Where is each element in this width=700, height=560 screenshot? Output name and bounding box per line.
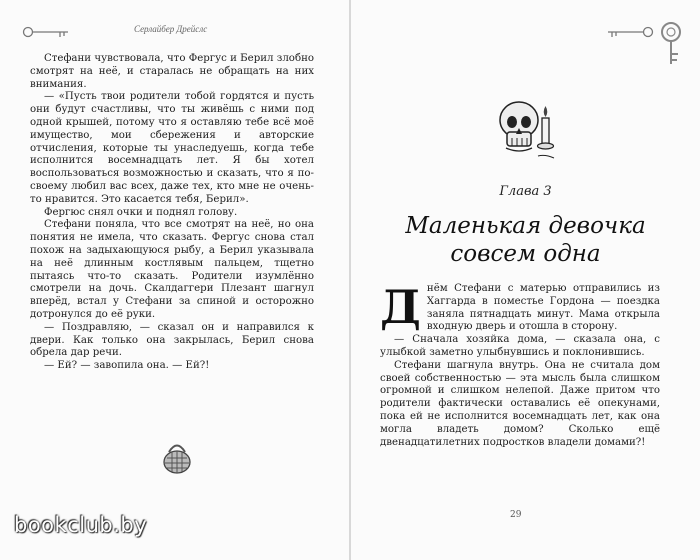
paragraph: Фергюс снял очки и поднял голову.	[44, 206, 238, 218]
paragraph: — «Пусть твои родители тобой гордятся и пусть они будут счастливы, что ты живёшь с ними под одной крышей, потому что я оставляю тебе всё моё имущество, мои сбережения и авторские отчисления, которые ты унаследуешь, когда тебе исполнится восемнадцать лет. Я бы хотел воспользоваться возможностью и сказать, что я по-своему любил вас всех, даже тех, кто мне не очень-то нравится. Это касается тебя, Берил».	[30, 91, 314, 205]
basket-ornament-icon	[160, 438, 194, 476]
paragraph: Стефани чувствовала, что Фергус и Берил злобно смотрят на неё, и старалась не обращать на них внимания.	[30, 53, 314, 90]
paragraph: Стефани шагнула внутрь. Она не считала дом своей собственностью — эта мысль была слишком огромной и слишком нелепой. Даже притом что родители фактически оставались её опекунами, пока ей не исполнится восемнадцать лет, как она могла владеть домом? Сколько ещё двенадцатилетних подростков владели домами?!	[380, 359, 660, 448]
skeleton-key-icon	[654, 20, 688, 68]
chapter-title-line: Маленькая девочка	[405, 213, 646, 239]
chapter-title-line: совсем одна	[450, 241, 601, 267]
opening-paragraph	[380, 280, 660, 334]
drop-cap: Д	[380, 280, 421, 334]
paragraph-text: нём Стефани с матерью отправились из Хаггарда в поместье Гордона — поездка заняла пятнадцать минут. Мама открыла входную дверь и отошла в сторону.	[426, 283, 660, 333]
page-number: 29	[510, 510, 522, 520]
chapter-label: Глава 3	[499, 184, 552, 199]
skull-candle-icon	[492, 96, 564, 162]
chapter-title	[351, 212, 700, 268]
paragraph: — Сначала хозяйка дома, — сказала она, с улыбкой заметно улыбнувшись и поклонившись.	[380, 334, 660, 358]
left-page-body	[30, 53, 314, 373]
running-header: Серлайбер Дрейслс	[134, 24, 208, 34]
book-gutter	[349, 0, 351, 560]
key-ornament-icon	[22, 26, 72, 38]
paragraph: Стефани поняла, что все смотрят на неё, но она понятия не имела, что сказать. Фергус снова стал похож на задыхающуюся рыбу, а Берил указывала на неё длинным костлявым пальцем, тщетно пытаясь что-то сказать. Родители изумлённо смотрели на дочь. Скалдаггери Плезант шагнул вперёд, встал у Стефани за спиной и осторожно дотронулся до её руки.	[30, 219, 314, 320]
paragraph: — Поздравляю, — сказал он и направился к двери. Как только она закрылась, Берил снова обрела дар речи.	[30, 321, 314, 359]
key-ornament-icon	[604, 26, 654, 38]
paragraph: — Ей? — завопила она. — Ей?!	[44, 360, 210, 372]
right-page-body	[380, 280, 660, 449]
watermark: bookclub.by	[14, 513, 148, 537]
